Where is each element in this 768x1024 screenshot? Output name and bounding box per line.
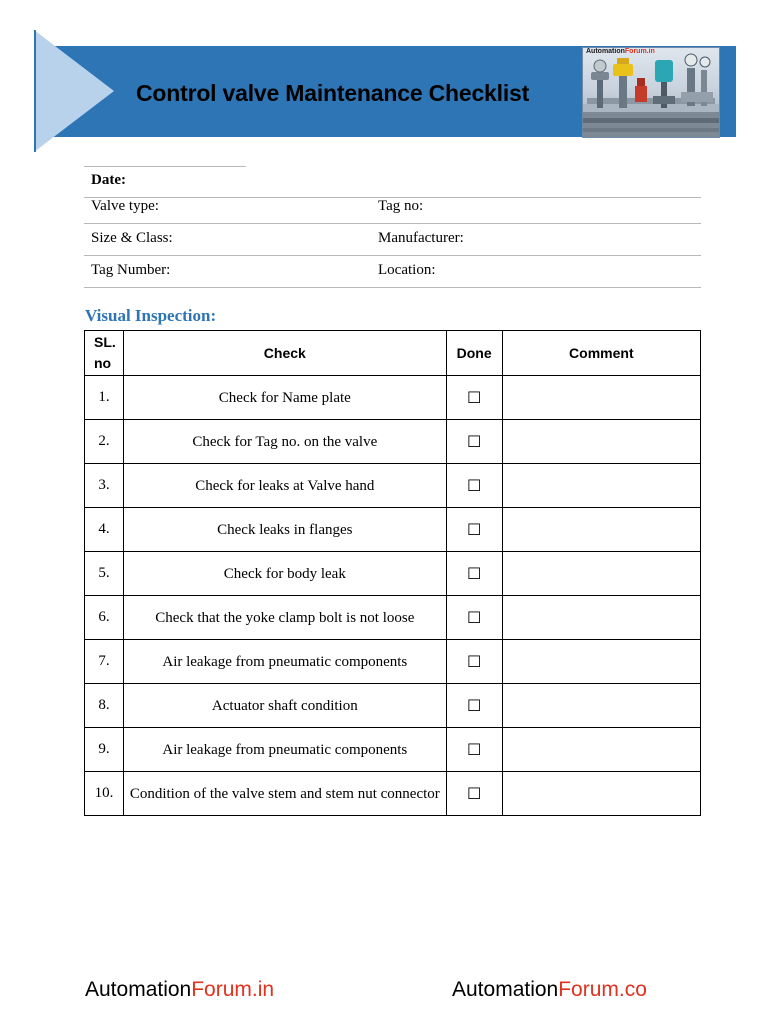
row-comment-field[interactable] — [502, 728, 700, 772]
row-comment-field[interactable] — [502, 420, 700, 464]
table-row — [85, 420, 701, 464]
row-comment-field[interactable] — [502, 596, 700, 640]
row-done-cell[interactable] — [446, 684, 502, 728]
checkbox-icon[interactable]: ☐ — [466, 475, 482, 495]
footer-right-accent: Forum.co — [558, 978, 647, 1001]
table-row — [85, 552, 701, 596]
row-check: Check that the yoke clamp bolt is not loose — [124, 596, 447, 640]
row-check: Check for Tag no. on the valve — [124, 420, 447, 464]
checkbox-icon[interactable]: ☐ — [466, 387, 482, 407]
table-header-row — [85, 331, 701, 376]
row-check: Check for leaks at Valve hand — [124, 464, 447, 508]
row-done-cell[interactable] — [446, 640, 502, 684]
valve-illustration — [583, 48, 719, 137]
row-done-cell[interactable] — [446, 376, 502, 420]
row-done-cell[interactable] — [446, 596, 502, 640]
row-check: Check leaks in flanges — [124, 508, 447, 552]
valve-photo-image — [582, 47, 720, 138]
row-sl: 7. — [85, 640, 124, 684]
date-label: Date: — [91, 172, 126, 188]
row-check: Check for body leak — [124, 552, 447, 596]
table-row — [85, 464, 701, 508]
footer-link-automationforum-in[interactable] — [85, 978, 274, 1002]
footer-left-accent: Forum.in — [191, 978, 275, 1001]
table-row — [85, 728, 701, 772]
row-sl: 3. — [85, 464, 124, 508]
image-brand-accent: Forum.in — [624, 48, 655, 55]
table-row — [85, 508, 701, 552]
row-comment-field[interactable] — [502, 464, 700, 508]
row-sl: 10. — [85, 772, 124, 816]
row-sl: 8. — [85, 684, 124, 728]
header-sl-line2: no — [94, 355, 112, 371]
inspection-checklist-table — [84, 330, 701, 816]
row-sl: 6. — [85, 596, 124, 640]
table-row — [85, 684, 701, 728]
page-title: Control valve Maintenance Checklist — [136, 80, 530, 106]
checkbox-icon[interactable]: ☐ — [466, 607, 482, 627]
row-check: Actuator shaft condition — [124, 684, 447, 728]
row-done-cell[interactable] — [446, 552, 502, 596]
section-title-visual-inspection: Visual Inspection: — [85, 306, 217, 325]
row-check: Air leakage from pneumatic components — [124, 640, 447, 684]
header-check: Check — [124, 331, 447, 376]
checkbox-icon[interactable]: ☐ — [466, 519, 482, 539]
row-check: Air leakage from pneumatic components — [124, 728, 447, 772]
tag-no-label: Tag no: — [378, 198, 424, 214]
checkbox-icon[interactable]: ☐ — [466, 651, 482, 671]
location-label: Location: — [378, 262, 436, 278]
footer-right-prefix: Automation — [452, 978, 559, 1001]
row-done-cell[interactable] — [446, 464, 502, 508]
arrow-decoration — [34, 30, 114, 152]
row-done-cell[interactable] — [446, 772, 502, 816]
tag-number-label: Tag Number: — [91, 262, 171, 278]
table-row — [85, 596, 701, 640]
row-done-cell[interactable] — [446, 420, 502, 464]
header-comment: Comment — [502, 331, 700, 376]
row-comment-field[interactable] — [502, 552, 700, 596]
row-sl: 4. — [85, 508, 124, 552]
checkbox-icon[interactable]: ☐ — [466, 783, 482, 803]
row-done-cell[interactable] — [446, 728, 502, 772]
header-done: Done — [446, 331, 502, 376]
row-comment-field[interactable] — [502, 640, 700, 684]
image-brand-prefix: Automation — [586, 48, 625, 55]
row-done-cell[interactable] — [446, 508, 502, 552]
header-sl-no — [85, 331, 124, 376]
footer-link-automationforum-co[interactable] — [452, 978, 647, 1002]
row-sl: 9. — [85, 728, 124, 772]
footer-left-prefix: Automation — [85, 978, 192, 1001]
checkbox-icon[interactable]: ☐ — [466, 739, 482, 759]
row-sl: 2. — [85, 420, 124, 464]
checkbox-icon[interactable]: ☐ — [466, 431, 482, 451]
row-comment-field[interactable] — [502, 684, 700, 728]
table-row — [85, 376, 701, 420]
checkbox-icon[interactable]: ☐ — [466, 563, 482, 583]
table-row — [85, 640, 701, 684]
info-row-valve-type — [84, 192, 701, 224]
table-row — [85, 772, 701, 816]
row-comment-field[interactable] — [502, 376, 700, 420]
size-class-label: Size & Class: — [91, 230, 173, 246]
manufacturer-label: Manufacturer: — [378, 230, 464, 246]
info-row-size-class — [84, 224, 701, 256]
row-check: Condition of the valve stem and stem nut connector — [124, 772, 447, 816]
row-sl: 5. — [85, 552, 124, 596]
header-sl-line1: SL. — [94, 334, 116, 350]
row-check: Check for Name plate — [124, 376, 447, 420]
info-row-tag-number — [84, 256, 701, 288]
row-sl: 1. — [85, 376, 124, 420]
valve-type-label: Valve type: — [91, 198, 159, 214]
arrow-edge-decoration — [34, 30, 36, 152]
row-comment-field[interactable] — [502, 508, 700, 552]
checkbox-icon[interactable]: ☐ — [466, 695, 482, 715]
row-comment-field[interactable] — [502, 772, 700, 816]
